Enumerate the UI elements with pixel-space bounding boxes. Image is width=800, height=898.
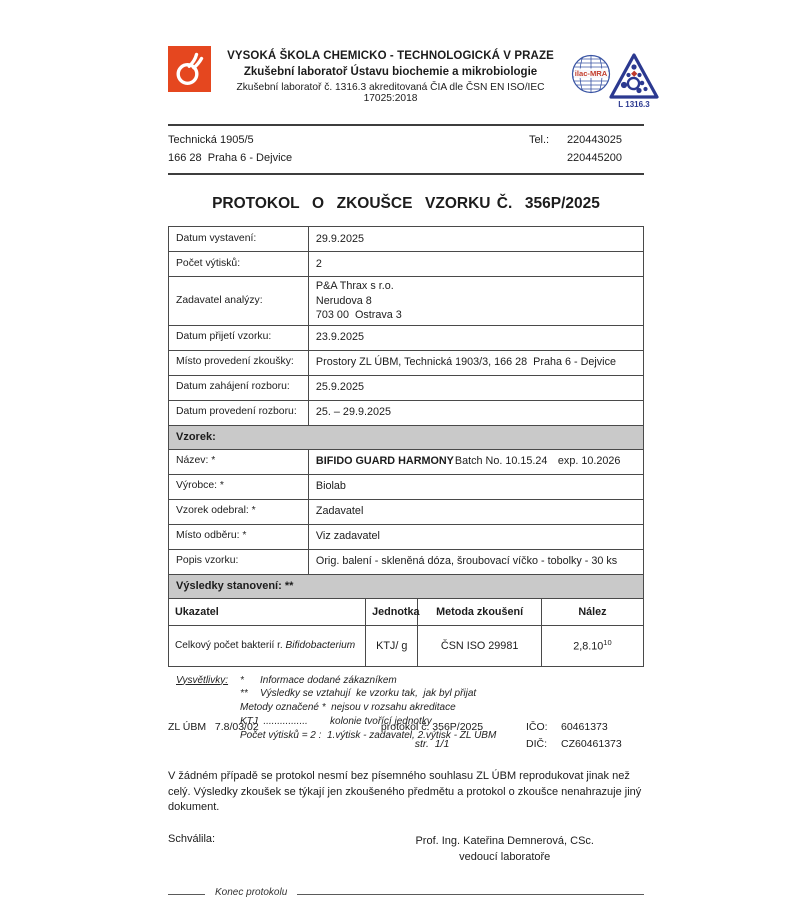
disclaimer-paragraph: V žádném případě se protokol nesmí bez písemného souhlasu ZL ÚBM reprodukovat jinak než celý. Výsledky zkoušek se týkají jen zkoušeného předmětu a protokol o zkoušce nenahrazuje jiný dokument.: [168, 770, 645, 814]
row-value: [308, 277, 643, 326]
note-marker: **: [240, 688, 248, 700]
page-title: PROTOKOL O ZKOUŠCE VZORKU Č. 356P/2025: [212, 195, 600, 212]
ico-value: 60461373: [561, 721, 608, 733]
results-header-row: [169, 598, 644, 625]
row-label: Datum vystavení:: [169, 227, 309, 252]
header-org-block: [217, 46, 564, 104]
table-row: [169, 227, 644, 252]
row-value: 2: [308, 252, 643, 277]
column-header-metoda: Metoda zkoušení: [418, 598, 542, 625]
row-value: 25. – 29.9.2025: [308, 400, 643, 425]
indicator-cell: [169, 625, 366, 666]
approved-by-label: Schválila:: [168, 832, 216, 845]
lab-address: [168, 131, 292, 167]
ico-label: IČO:: [526, 721, 548, 733]
end-of-protocol-label: Konec protokolu: [215, 886, 288, 898]
end-of-protocol: [168, 887, 644, 898]
phone-block: [529, 131, 622, 167]
result-value: 2,8.10: [573, 640, 604, 653]
org-name: VYSOKÁ ŠKOLA CHEMICKO - TECHNOLOGICKÁ V PRAZE: [227, 50, 554, 62]
row-label: Zadavatel analýzy:: [169, 277, 309, 326]
row-label: Počet výtisků:: [169, 252, 309, 277]
results-data-row: [169, 625, 644, 666]
sample-batch: Batch No. 10.15.24: [454, 455, 548, 468]
client-line-2: Nerudova 8: [315, 294, 372, 307]
column-header-nalez: Nález: [541, 598, 643, 625]
row-value: Viz zadavatel: [308, 524, 643, 549]
address-line-1: Technická 1905/5: [168, 134, 254, 146]
table-row: [169, 252, 644, 277]
row-value: 23.9.2025: [308, 325, 643, 350]
approver-role: vedoucí laboratoře: [459, 851, 551, 864]
note-text: Metody označené * nejsou v rozsahu akreditace: [240, 702, 456, 714]
column-header-ukazatel: Ukazatel: [169, 598, 366, 625]
note-text: KTJ ................ kolonie tvořící jednotky: [240, 715, 432, 727]
row-value: 25.9.2025: [308, 375, 643, 400]
footer-doc-code: ZL ÚBM 7.8/03/02: [168, 721, 259, 733]
dic-value: CZ60461373: [561, 738, 622, 750]
footer-protocol-number: protokol č. 356P/2025: [380, 721, 484, 733]
table-row: [169, 549, 644, 574]
method-cell: ČSN ISO 29981: [418, 625, 542, 666]
table-row: [169, 400, 644, 425]
section-header-vzorek: [169, 425, 644, 449]
table-row: [169, 524, 644, 549]
section-header-vysledky: [169, 574, 644, 598]
row-label: Název: *: [169, 449, 309, 474]
results-table: [168, 598, 644, 667]
vscht-logo-icon: [168, 46, 211, 97]
accreditation-line: Zkušební laboratoř č. 1316.3 akreditovaná ČIA dle ČSN EN ISO/IEC 17025:2018: [236, 82, 548, 104]
address-line-2: 166 28 Praha 6 - Dejvice: [168, 152, 293, 164]
table-row: [169, 277, 644, 326]
row-label: Datum provedení rozboru:: [169, 400, 309, 425]
indicator-species: Bifidobacterium: [285, 640, 356, 651]
document-header: [168, 46, 650, 126]
row-value: Orig. balení - skleněná dóza, šroubovací víčko - tobolky - 30 ks: [308, 549, 643, 574]
table-row: [169, 375, 644, 400]
table-row: [169, 499, 644, 524]
row-label: Výrobce: *: [169, 474, 309, 499]
approver-name: Prof. Ing. Kateřina Demnerová, CSc.: [415, 834, 594, 847]
indicator-text: Celkový počet bakterií r.: [175, 640, 286, 651]
tel-number-2: 220445200: [566, 152, 622, 164]
contact-strip: [168, 126, 644, 175]
footer-page-number: str. 1/1: [414, 738, 450, 750]
row-label: Místo odběru: *: [169, 524, 309, 549]
section-title: Vzorek:: [169, 425, 644, 449]
row-value: Biolab: [308, 474, 643, 499]
row-value: Prostory ZL ÚBM, Technická 1903/3, 166 28 Praha 6 - Dejvice: [308, 350, 643, 375]
note-text: Informace dodané zákazníkem: [260, 674, 397, 686]
result-exponent: 10: [603, 638, 612, 648]
row-label: Vzorek odebral: *: [169, 499, 309, 524]
tel-number-1: 220443025: [566, 134, 622, 146]
row-label: Datum přijetí vzorku:: [169, 325, 309, 350]
column-header-jednotka: Jednotka: [366, 598, 418, 625]
table-row: [169, 325, 644, 350]
row-value: [308, 449, 643, 474]
cia-number-label: L 1316.3: [618, 100, 650, 109]
row-value: 29.9.2025: [308, 227, 643, 252]
notes-title: Vysvětlivky:: [176, 674, 229, 686]
dic-label: DIČ:: [526, 738, 547, 750]
ilac-mra-icon: [570, 52, 612, 101]
unit-cell: KTJ/ g: [366, 625, 418, 666]
approver-identity: [415, 833, 594, 866]
note-item: [240, 687, 644, 701]
sample-expiry: exp. 10.2026: [557, 455, 621, 468]
note-text: Výsledky se vztahují ke vzorku tak, jak byl přijat: [260, 688, 477, 700]
footer-company-ids: [526, 719, 644, 753]
note-marker: *: [240, 674, 244, 686]
protocol-info-table: [168, 226, 644, 599]
page-footer: [168, 719, 644, 753]
client-line-3: 703 00 Ostrava 3: [315, 309, 402, 321]
row-label: Místo provedení zkoušky:: [169, 350, 309, 375]
row-value: Zadavatel: [308, 499, 643, 524]
ilac-mra-label: ilac-MRA: [574, 69, 608, 78]
approval-block: [168, 833, 644, 866]
note-item: [240, 701, 644, 715]
tel-label: Tel.:: [528, 134, 550, 146]
note-item: [240, 674, 644, 688]
lab-name: Zkušební laboratoř Ústavu biochemie a mikrobiologie: [243, 66, 538, 78]
table-row: [169, 449, 644, 474]
client-line-1: P&A Thrax s r.o.: [315, 280, 394, 292]
accreditation-logos: [570, 46, 660, 115]
row-label: Datum zahájení rozboru:: [169, 375, 309, 400]
table-row: [169, 474, 644, 499]
section-title: Výsledky stanovení: **: [169, 574, 644, 598]
tel-label-spacer: [529, 149, 557, 167]
result-cell: [541, 625, 643, 666]
footer-protocol-ref: [338, 719, 526, 753]
end-line-left: [168, 894, 205, 895]
sample-name: BIFIDO GUARD HARMONY: [315, 455, 454, 468]
cia-accreditation-icon: [608, 52, 660, 115]
row-label: Popis vzorku:: [169, 549, 309, 574]
end-line-right: [297, 894, 644, 895]
table-row: [169, 350, 644, 375]
note-text: Počet výtisků = 2 : 1.výtisk - zadavatel, 2.výtisk - ZL ÚBM: [240, 729, 497, 741]
